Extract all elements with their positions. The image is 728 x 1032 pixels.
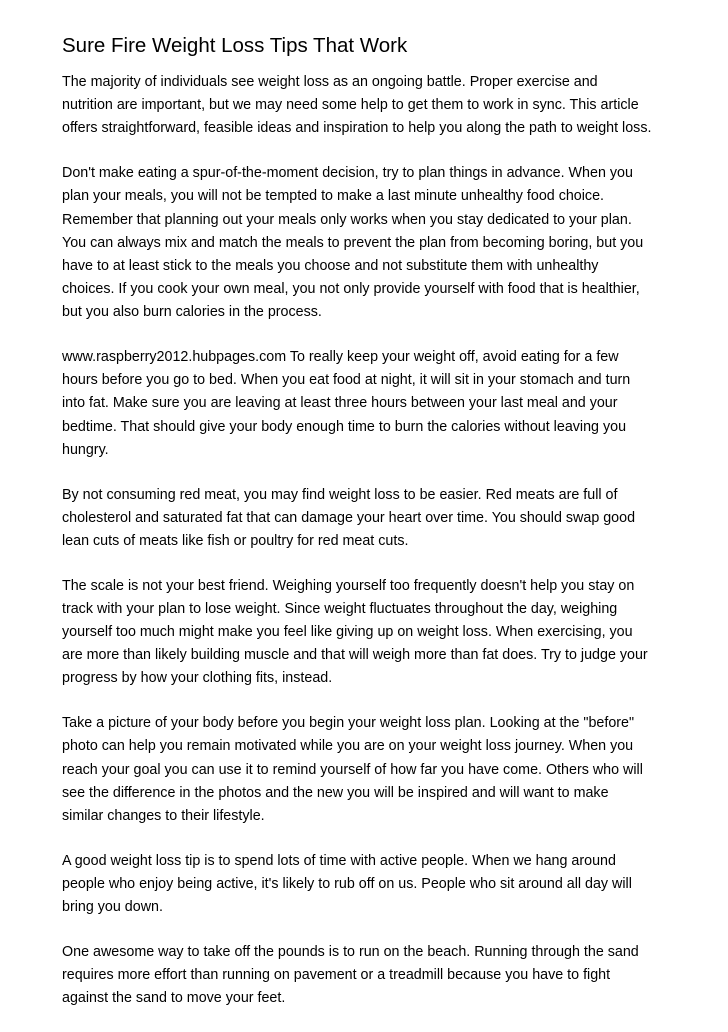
paragraph-line: into fat. Make sure you are leaving at least three hours between your last meal and your [62, 395, 618, 412]
paragraph-line: reach your goal you can use it to remind yourself of how far you have come. Others who will [62, 761, 643, 778]
paragraph-line: requires more effort than running on pavement or a treadmill because you have to fight [62, 967, 611, 983]
paragraph-line: You can always mix and match the meals to prevent the plan from becoming boring, but you [62, 234, 644, 251]
paragraph-eating-before-bed [62, 346, 702, 462]
paragraph-line: hungry. [62, 441, 109, 458]
paragraph-line: see the difference in the photos and the new you will be inspired and will want to make [62, 784, 609, 801]
paragraph-plan-meals [62, 162, 702, 324]
paragraph-line: plan your meals, you will not be tempted to make a last minute unhealthy food choice. [62, 188, 604, 205]
paragraph-line: One awesome way to take off the pounds is to run on the beach. Running through the sand [62, 943, 639, 960]
document-page [62, 32, 702, 1032]
paragraph-line: track with your plan to lose weight. Since weight fluctuates throughout the day, weighing [62, 600, 618, 617]
document-title: Sure Fire Weight Loss Tips That Work [62, 34, 408, 57]
paragraph-line: A good weight loss tip is to spend lots of time with active people. When we hang around [62, 852, 616, 869]
paragraph-line: Remember that planning out your meals only works when you stay dedicated to your plan. [62, 211, 632, 228]
paragraph-line: against the sand to move your feet. [62, 990, 286, 1007]
paragraph-line: have to at least stick to the meals you choose and not substitute them with unhealthy [62, 257, 599, 274]
paragraph-line: yourself too much might make you feel like giving up on weight loss. When exercising, you [62, 624, 633, 641]
paragraph-line: Take a picture of your body before you begin your weight loss plan. Looking at the "before" [62, 715, 635, 732]
paragraph-active-people [62, 850, 702, 920]
paragraph-intro [62, 71, 702, 141]
paragraph-red-meat [62, 484, 702, 554]
paragraph-line: people who enjoy being active, it's likely to rub off on us. People who sit around all day will [62, 875, 632, 892]
paragraph-line: choices. If you cook your own meal, you not only provide yourself with food that is healthier, [62, 281, 640, 298]
paragraph-line: Don't make eating a spur-of-the-moment decision, try to plan things in advance. When you [62, 165, 633, 182]
paragraph-line: bring you down. [62, 899, 163, 916]
paragraph-line: offers straightforward, feasible ideas and inspiration to help you along the path to weight loss. [62, 120, 652, 137]
paragraph-scale [62, 575, 702, 691]
paragraph-before-photo [62, 712, 702, 828]
paragraph-line: cholesterol and saturated fat that can damage your heart over time. You should swap good [62, 509, 636, 526]
paragraph-line: bedtime. That should give your body enough time to burn the calories without leaving you [62, 418, 627, 435]
paragraph-line: The scale is not your best friend. Weighing yourself too frequently doesn't help you stay on [62, 577, 635, 594]
paragraph-line: By not consuming red meat, you may find weight loss to be easier. Red meats are full of [62, 486, 618, 503]
paragraph-line: hours before you go to bed. When you eat food at night, it will sit in your stomach and turn [62, 372, 631, 389]
paragraph-line: lean cuts of meats like fish or poultry for red meat cuts. [62, 532, 409, 549]
paragraph-line: The majority of individuals see weight loss as an ongoing battle. Proper exercise and [62, 74, 598, 90]
paragraph-line: similar changes to their lifestyle. [62, 807, 265, 824]
paragraph-line: are more than likely building muscle and that will weigh more than fat does. Try to judge your [62, 647, 648, 664]
paragraph-line: progress by how your clothing fits, instead. [62, 670, 333, 687]
paragraph-beach-running [62, 941, 702, 1011]
paragraph-line: nutrition are important, but we may need some help to get them to work in sync. This article [62, 97, 639, 114]
paragraph-line: www.raspberry2012.hubpages.com To really keep your weight off, avoid eating for a few [62, 349, 619, 366]
paragraph-line: photo can help you remain motivated while you are on your weight loss journey. When you [62, 738, 634, 755]
paragraph-line: but you also burn calories in the process. [62, 304, 322, 321]
